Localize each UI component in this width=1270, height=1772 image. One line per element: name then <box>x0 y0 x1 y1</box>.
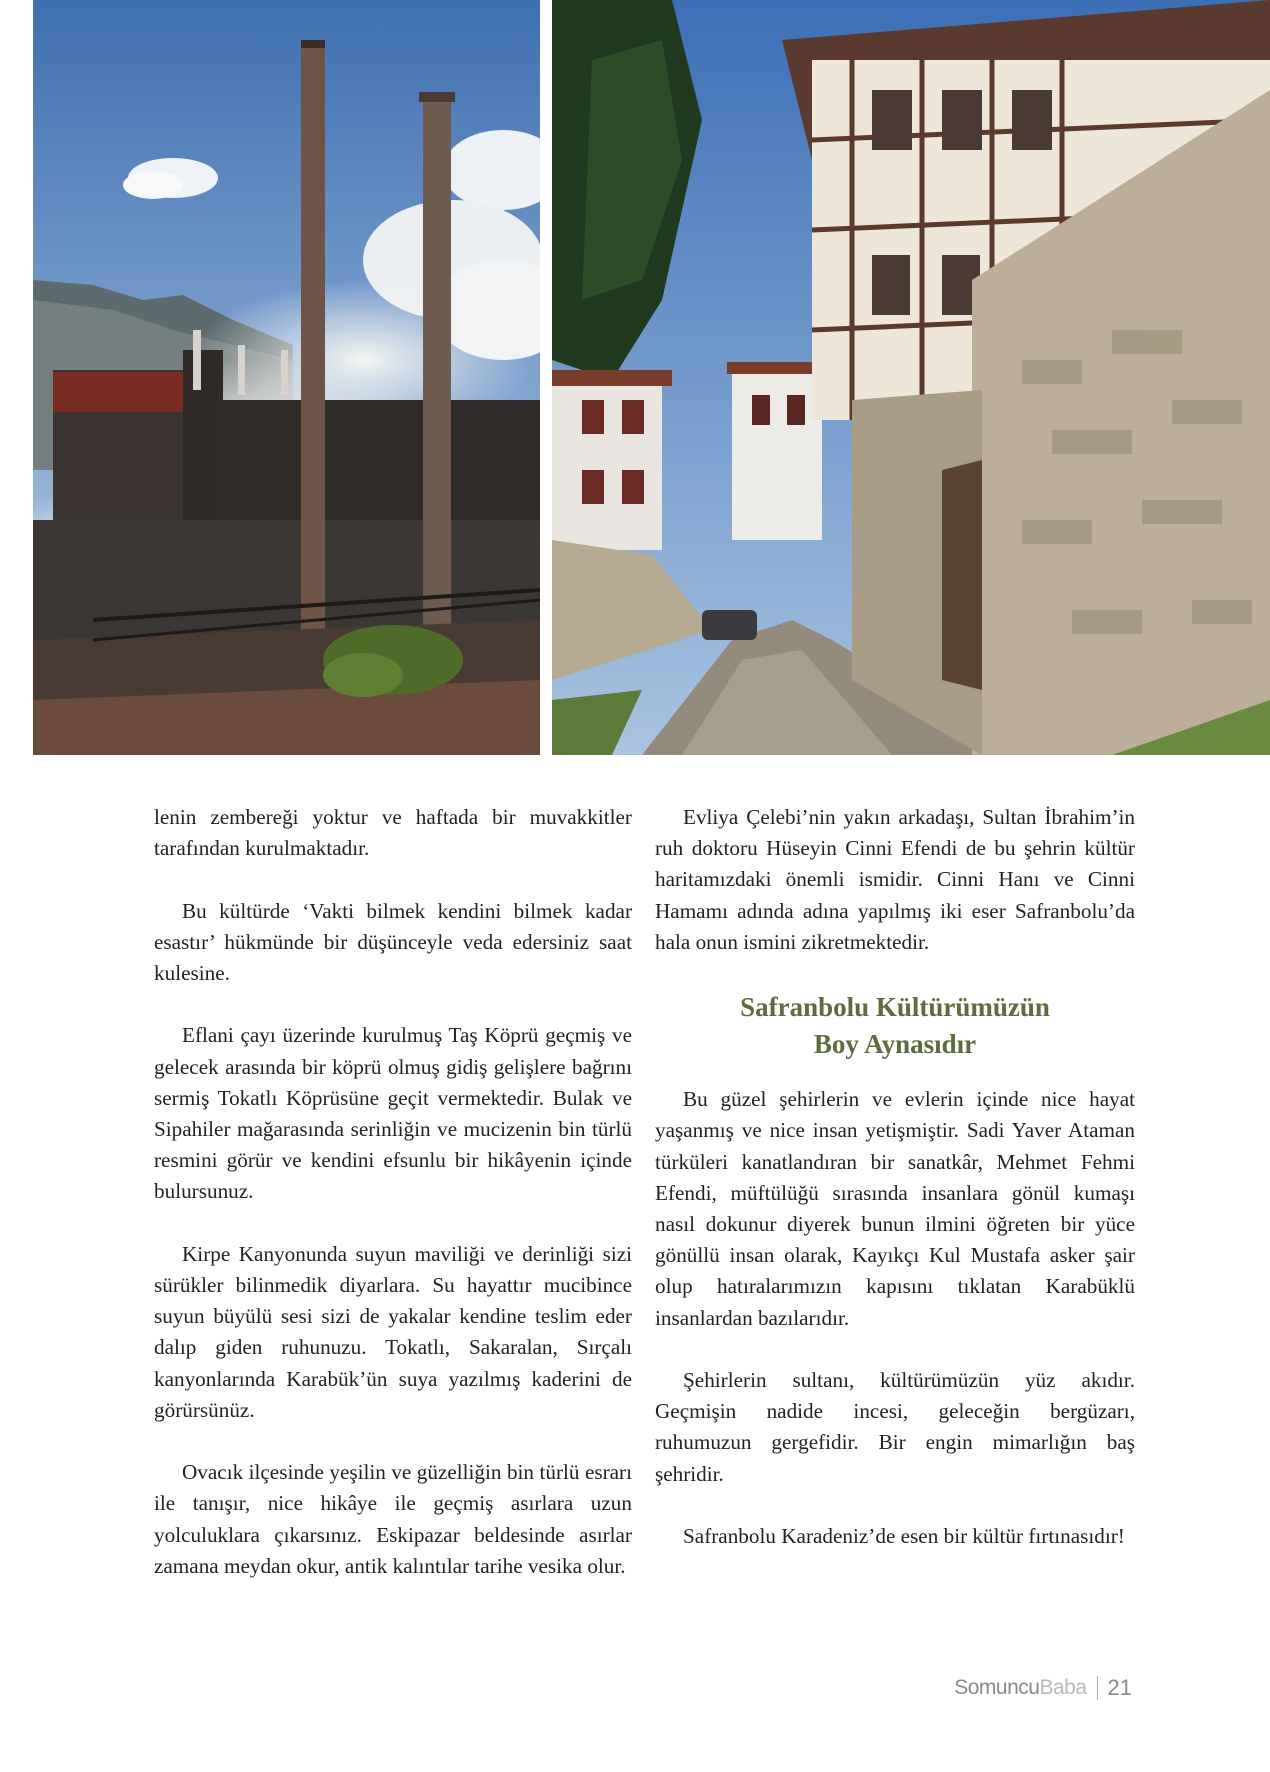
safranbolu-street-illustration <box>552 0 1270 755</box>
magazine-name: Somuncu <box>954 1676 1040 1699</box>
magazine-name-suffix: Baba <box>1039 1676 1087 1699</box>
left-text-column <box>154 802 632 1613</box>
section-heading-line: Boy Aynasıdır <box>813 1029 977 1060</box>
paragraph: Safranbolu Karadeniz’de esen bir kültür fırtınasıdır! <box>683 1524 1125 1549</box>
paragraph: Bu kültürde ‘Vakti bilmek kendini bilmek kadar esastır’ hükmünde bir düşünceyle veda edersiniz saat kulesine. <box>154 898 632 985</box>
footer-divider <box>1097 1676 1098 1700</box>
paragraph: Şehirlerin sultanı, kültürümüzün yüz akıdır. Geçmişin nadide incesi, geleceğin bergüzarı, ruhumuzun gergefidir. Bir engin mimarlığın baş şehridir. <box>655 1368 1135 1486</box>
paragraph: Ovacık ilçesinde yeşilin ve güzelliğin bin türlü esrarı ile tanışır, nice hikâye ile geçmiş asırlara uzun yolculuklara çıkarsınız. Eskipazar beldesinde asırlar zamana meydan okur, antik kalıntılar tarihe vesika olur. <box>154 1460 632 1578</box>
factory-photo-illustration <box>33 0 540 755</box>
paragraph: Kirpe Kanyonunda suyun maviliği ve derinliği sizi sürükler bilinmedik diyarlara. Su hayattır mucibince suyun büyülü sesi sizi de yakalar kendine teslim eder dalıp giden ruhunuzu. Tokatlı, Sakaralan, Sırçalı kanyonlarında Karabük’ün suya yazılmış kaderini de görürsünüz. <box>154 1241 632 1422</box>
factory-photo <box>33 0 540 755</box>
section-heading <box>655 989 1135 1063</box>
page-footer <box>954 1672 1132 1704</box>
paragraph: Bu güzel şehirlerin ve evlerin içinde nice hayat yaşanmış ve nice insan yetişmiştir. Sadi Yaver Ataman türküleri kanatlandıran bir sanatkâr, Mehmet Fehmi Efendi, müftülüğü sırasında insanlara gönül kumaşı nasıl dokunur diyerek bunun ilmini öğreten bir yüce gönüllü insan olarak, Kayıkçı Kul Mustafa asker şair olup hatıralarımızın kapısını tıklatan Karabüklü insanlardan bazılarıdır. <box>655 1087 1135 1330</box>
page-number: 21 <box>1107 1675 1132 1700</box>
paragraph: Eflani çayı üzerinde kurulmuş Taş Köprü geçmiş ve gelecek arasında bir köprü olmuş gidiş gelişlere bağrını sermiş Tokatlı Köprüsüne geçit vermektedir. Bulak ve Sipahiler mağarasında serinliğin ve mucizenin bin türlü resmini görür ve kendini efsunlu bir hikâyenin içinde bulursunuz. <box>154 1023 632 1204</box>
safranbolu-street-photo <box>552 0 1270 755</box>
paragraph: lenin zembereği yoktur ve haftada bir muvakkitler tarafından kurulmaktadır. <box>154 805 632 861</box>
paragraph: Evliya Çelebi’nin yakın arkadaşı, Sultan İbrahim’in ruh doktoru Hüseyin Cinni Efendi de bu şehrin kültür haritamızdaki önemli ismidir. Cinni Hanı ve Cinni Hamamı adında adına yapılmış iki eser Safranbolu’da hala onun ismini zikretmektedir. <box>655 805 1135 954</box>
right-text-column <box>655 802 1135 1583</box>
section-heading-line: Safranbolu Kültürümüzün <box>740 992 1050 1023</box>
